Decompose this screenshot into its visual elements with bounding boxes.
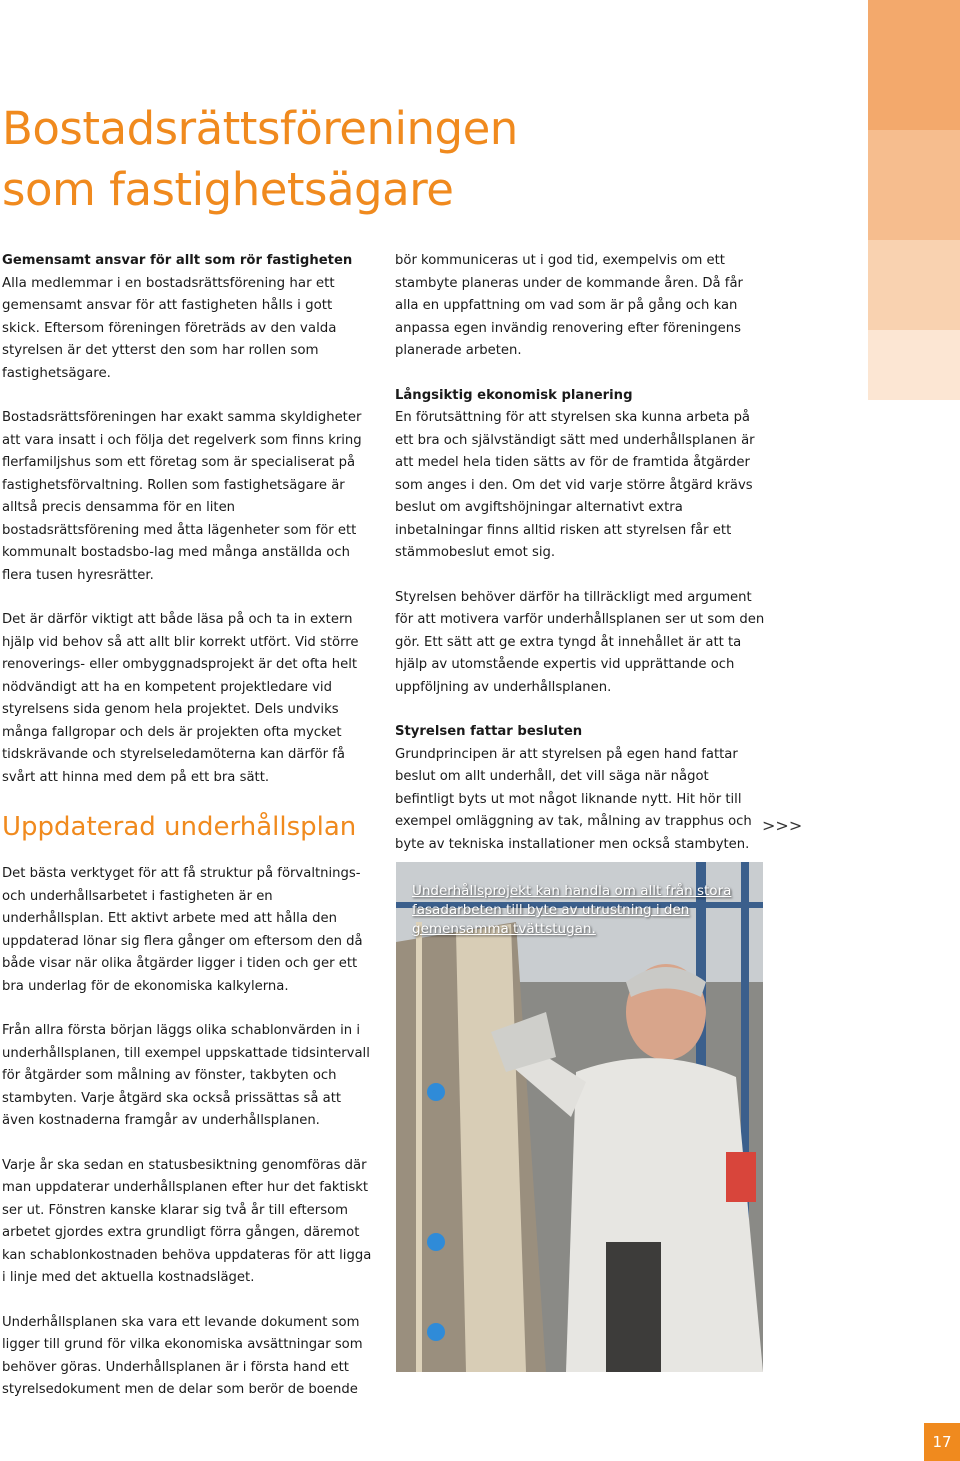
intro-paragraph: Alla medlemmar i en bostadsrättsförening har ett gemensamt ansvar för att fastigheten hålls i gott skick. Eftersom föreningen företräds av den valda styrelsen är det ytterst den som har rollen som fastighetsägare. [2, 275, 337, 381]
body-paragraph: Det är därför viktigt att både läsa på och ta in extern hjälp vid behov så att allt blir korrekt utfört. Vid större renoverings- eller ombyggnadsprojekt är det ofta helt nödvändigt att ha en kompetent projektledare vid styrelsens sida genom hela projektet. Dels undviks många fallgropar och dels är projekten ofta mycket tidskrävande och styrelseledamöterna kan därför få svårt att hinna med dem på ett bra sätt. [2, 612, 359, 785]
body-paragraph: Styrelsen behöver därför ha tillräckligt med argument för att motivera varför underhållsplanen ser ut som den gör. Ett sätt att ge extra tyngd åt innehållet är att ta hjälp av utomstående expertis vid upprättande och uppföljning av underhållsplanen. [395, 589, 765, 695]
decor-band-3 [868, 240, 960, 330]
body-paragraph: Varje år ska sedan en statusbesiktning genomföras där man uppdaterar underhållsplanen efter hur det faktiskt ser ut. Fönstren kanske klarar sig två år till eftersom arbetet gjordes extra grundligt förra gången, däremot kan schablonkostnaden behöva uppdateras för att ligga i linje med det aktuella kostnadsläget. [2, 1157, 372, 1285]
decor-band-4 [868, 330, 960, 400]
body-paragraph: Underhållsplanen ska vara ett levande dokument som ligger till grund för vilka ekonomiska avsättningar som behöver göras. Underhållsplanen är i första hand ett styrelsedokument men de delar som berör de boende [2, 1314, 363, 1397]
continue-marker: >>> [762, 816, 803, 835]
decor-band-2 [868, 130, 960, 240]
body-paragraph: Från allra första början läggs olika schablonvärden in i underhållsplanen, till exempel uppskattade tidsintervall för åtgärder som målning av fönster, takbyten och stambyten. Varje åtgärd ska också prissättas så att även kostnaderna framgår av underhållsplanen. [2, 1023, 370, 1128]
page-title-line-1: Bostadsrättsföreningen [2, 102, 518, 155]
subheading-decisions: Styrelsen fattar besluten [395, 724, 583, 739]
decor-band-1 [868, 0, 960, 130]
body-paragraph: Grundprincipen är att styrelsen på egen hand fattar beslut om allt underhåll, det vill säga när något befintligt byts ut mot något liknande nytt. Hit hör till exempel omläggning av tak, målning av trapphus och byte av tekniska installationer men också stambyten. [395, 746, 752, 852]
section-title: Uppdaterad underhållsplan [2, 812, 357, 842]
subheading-planning: Långsiktig ekonomisk planering [395, 387, 633, 403]
intro-heading: Gemensamt ansvar för allt som rör fastigheten [2, 253, 353, 268]
body-paragraph: Det bästa verktyget för att få struktur på förvaltnings-och underhållsarbetet i fastigheten är en underhållsplan. Ett aktivt arbete med att hålla den uppdaterad lönar sig flera gånger om eftersom den då både visar när olika åtgärder ligger i tiden och ger ett bra underlag för de ekonomiska kalkylerna. [2, 866, 363, 994]
photo-worker-plastering [396, 862, 763, 1372]
body-paragraph: En förutsättning för att styrelsen ska kunna arbeta på ett bra och självständigt sätt med underhållsplanen är att medel hela tiden sätts av för de framtida åtgärder som anges i den. Om det vid varje större åtgärd krävs beslut om avgiftshöjningar alternativt extra inbetalningar finns alltid risken att styrelsen får ett stämmobeslut emot sig. [395, 410, 755, 560]
photo-caption: Underhållsprojekt kan handla om allt från stora fasadarbeten till byte av utrustning i den gemensamma tvättstugan. [412, 883, 732, 937]
body-paragraph: Bostadsrättsföreningen har exakt samma skyldigheter att vara insatt i och följa det regelverk som finns kring flerfamiljshus som ett företag som är specialiserat på fastighetsförvaltning. Rollen som fastighetsägare är alltså precis densamma för en liten bostadsrättsförening med åtta lägenheter som för ett kommunalt bostadsbo-lag med många anställda och flera tusen hyresrätter. [2, 410, 362, 583]
right-column [395, 250, 765, 878]
page-title-line-2: som fastighetsägare [2, 163, 454, 216]
left-column [2, 250, 372, 1424]
body-paragraph: bör kommuniceras ut i god tid, exempelvis om ett stambyte planeras under de kommande åren. Då får alla en uppfattning om vad som är på gång och kan anpassa egen invändig renovering efter föreningens planerade arbeten. [395, 253, 743, 358]
page-title [2, 98, 518, 220]
page-number: 17 [924, 1423, 960, 1461]
